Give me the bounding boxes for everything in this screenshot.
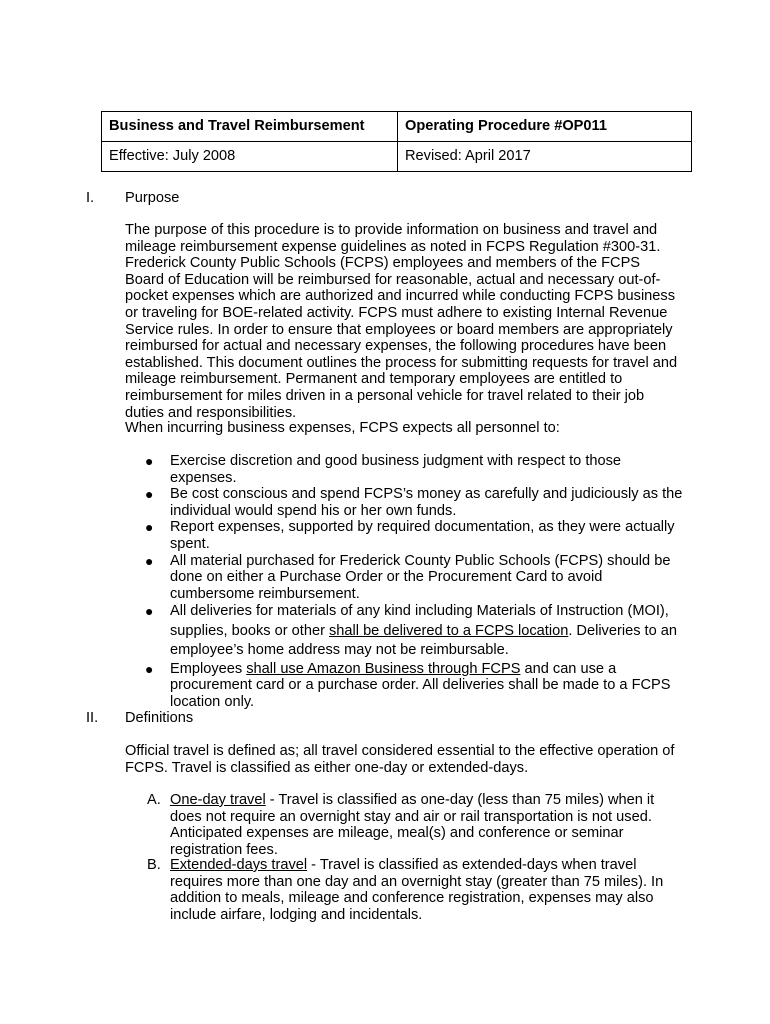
bullet-icon: ● bbox=[145, 552, 154, 569]
item-label: B. bbox=[147, 857, 161, 873]
underlined-requirement: shall be delivered to a FCPS location bbox=[329, 622, 569, 639]
header-procedure-number: Operating Procedure #OP011 bbox=[398, 112, 692, 142]
bullet-icon: ● bbox=[145, 603, 154, 620]
list-item: ● Be cost conscious and spend FCPS’s money as carefully and judiciously as the individual would spend his or her own funds. bbox=[145, 486, 683, 519]
list-item: ● Report expenses, supported by required documentation, as they were actually spent. bbox=[145, 519, 675, 552]
item-label: A. bbox=[147, 792, 161, 808]
header-title: Business and Travel Reimbursement bbox=[102, 112, 398, 142]
definition-term: Extended-days travel bbox=[170, 857, 308, 873]
section-1-title: Purpose bbox=[125, 190, 180, 206]
list-item: ● All material purchased for Frederick County Public Schools (FCPS) should be done on either a Purchase Order or the Procurement Card to avoid cumbersome reimbursement. bbox=[145, 552, 671, 602]
section-2-title: Definitions bbox=[125, 710, 194, 726]
bullet-icon: ● bbox=[145, 660, 154, 677]
definitions-paragraph: Official travel is defined as; all travel considered essential to the effective operation of FCPS. Travel is classified as either one-day or extended-days. bbox=[125, 743, 675, 776]
header-revised-date: Revised: April 2017 bbox=[398, 142, 692, 172]
expectations-intro: When incurring business expenses, FCPS expects all personnel to: bbox=[125, 420, 560, 436]
expectations-list bbox=[125, 453, 685, 711]
purpose-paragraph: The purpose of this procedure is to provide information on business and travel and mileage reimbursement expense guidelines as noted in FCPS Regulation #300-31. Frederick County Public Schools (FCPS) employees and members of the FCPS Board of Education will be reimbursed for reasonable, actual and necessary out-of-pocket expenses which are authorized and incurred while conducting FCPS business or traveling for BOE-related activity. FCPS must adhere to existing Internal Revenue Service rules. In order to ensure that employees or board members are appropriately reimbursed for actual and necessary expenses, the following procedures have been established. This document outlines the process for submitting requests for travel and mileage reimbursement. Permanent and temporary employees are entitled to reimbursement for miles driven in a personal vehicle for travel related to their job duties and responsibilities. bbox=[125, 222, 678, 421]
bullet-icon: ● bbox=[145, 453, 154, 469]
definition-text: - Travel is classified as extended-days when travel requires more than one day and an overnight stay (greater than 75 miles). In addition to meals, mileage and conference registration, expenses may also include airfare, lodging and incidentals. bbox=[170, 857, 664, 923]
section-2-number: II. bbox=[86, 710, 99, 726]
header-table bbox=[101, 111, 692, 172]
list-item: ● Employees shall use Amazon Business through FCPS and can use a procurement card or a purchase order. All deliveries shall be made to a FCPS location only. bbox=[145, 660, 671, 711]
list-item: ● Exercise discretion and good business judgment with respect to those expenses. bbox=[145, 453, 622, 486]
bullet-icon: ● bbox=[145, 486, 154, 503]
list-item: ● All deliveries for materials of any kind including Materials of Instruction (MOI), supplies, books or other shall be delivered to a FCPS location. Deliveries to an employee’s home address may not be reimbursable. bbox=[145, 603, 678, 659]
bullet-icon: ● bbox=[145, 519, 154, 536]
header-effective-date: Effective: July 2008 bbox=[102, 142, 398, 172]
section-1-number: I. bbox=[86, 190, 95, 206]
underlined-requirement: shall use Amazon Business through FCPS bbox=[246, 660, 521, 677]
definition-term: One-day travel bbox=[170, 792, 266, 808]
definition-text: - Travel is classified as one-day (less than 75 miles) when it does not require an overnight stay and air or rail transportation is not used. Anticipated expenses are mileage, meal(s) and conference or seminar registration fees. bbox=[170, 792, 655, 858]
